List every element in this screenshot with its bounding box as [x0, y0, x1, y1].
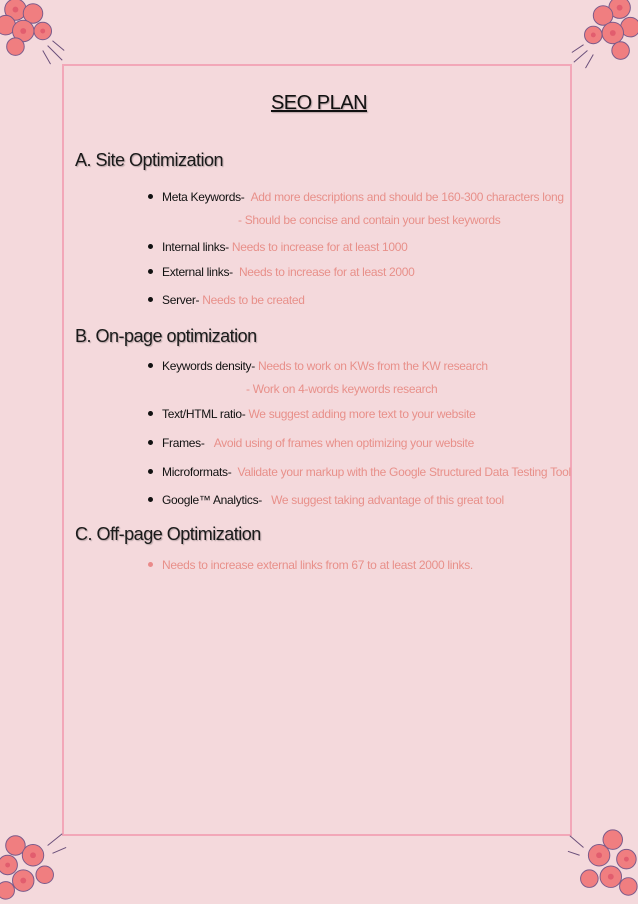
item-description: Needs to increase for at least 1000 [231, 240, 408, 254]
list-item [148, 265, 415, 279]
bullet-icon [148, 244, 153, 249]
item-description: Avoid using of frames when optimizing your website [213, 436, 474, 450]
page-frame [62, 64, 572, 836]
item-label: Microformats- [162, 465, 232, 479]
item-description: Needs to increase for at least 2000 [238, 265, 415, 279]
bullet-icon [148, 562, 153, 567]
item-label: Internal links- [162, 240, 229, 254]
item-label: Server- [162, 293, 200, 307]
item-label: Google™ Analytics- [162, 493, 262, 507]
item-description: Needs to increase external links from 67 to at least 2000 links. [162, 558, 473, 572]
flower-icon [0, 0, 72, 70]
list-item [148, 493, 504, 507]
bullet-icon [148, 363, 153, 368]
flower-icon [566, 0, 638, 72]
item-label: Text/HTML ratio- [162, 407, 246, 421]
item-description: We suggest adding more text to your website [248, 407, 476, 421]
item-description: Needs to be created [202, 293, 305, 307]
list-item [148, 407, 476, 421]
section-heading-on-page-optimization: B. On-page optimization [75, 326, 257, 346]
bullet-icon [148, 469, 153, 474]
item-label: Keywords density- [162, 359, 255, 373]
item-label: External links- [162, 265, 233, 279]
list-item [148, 293, 305, 307]
page-title: SEO PLAN [270, 92, 368, 114]
item-description: We suggest taking advantage of this great tool [271, 493, 504, 507]
list-item [148, 359, 488, 373]
item-label: Frames- [162, 436, 205, 450]
bullet-icon [148, 440, 153, 445]
item-description: Needs to work on KWs from the KW research [258, 359, 488, 373]
flower-icon [0, 826, 72, 904]
item-description: Add more descriptions and should be 160-300 characters long [250, 190, 564, 204]
list-item [148, 240, 408, 254]
item-continuation: - Should be concise and contain your best keywords [238, 213, 501, 227]
bullet-icon [148, 194, 153, 199]
item-label: Meta Keywords- [162, 190, 245, 204]
section-heading-site-optimization: A. Site Optimization [75, 150, 224, 170]
bullet-icon [148, 497, 153, 502]
list-item [148, 436, 474, 450]
flower-icon [564, 826, 638, 904]
list-item [148, 558, 473, 572]
item-description: Validate your markup with the Google Structured Data Testing Tool [237, 465, 571, 479]
bullet-icon [148, 411, 153, 416]
item-continuation: - Work on 4-words keywords research [246, 382, 438, 396]
list-item [148, 190, 564, 204]
bullet-icon [148, 297, 153, 302]
bullet-icon [148, 269, 153, 274]
section-heading-off-page-optimization: C. Off-page Optimization [75, 524, 261, 544]
list-item [148, 465, 571, 479]
